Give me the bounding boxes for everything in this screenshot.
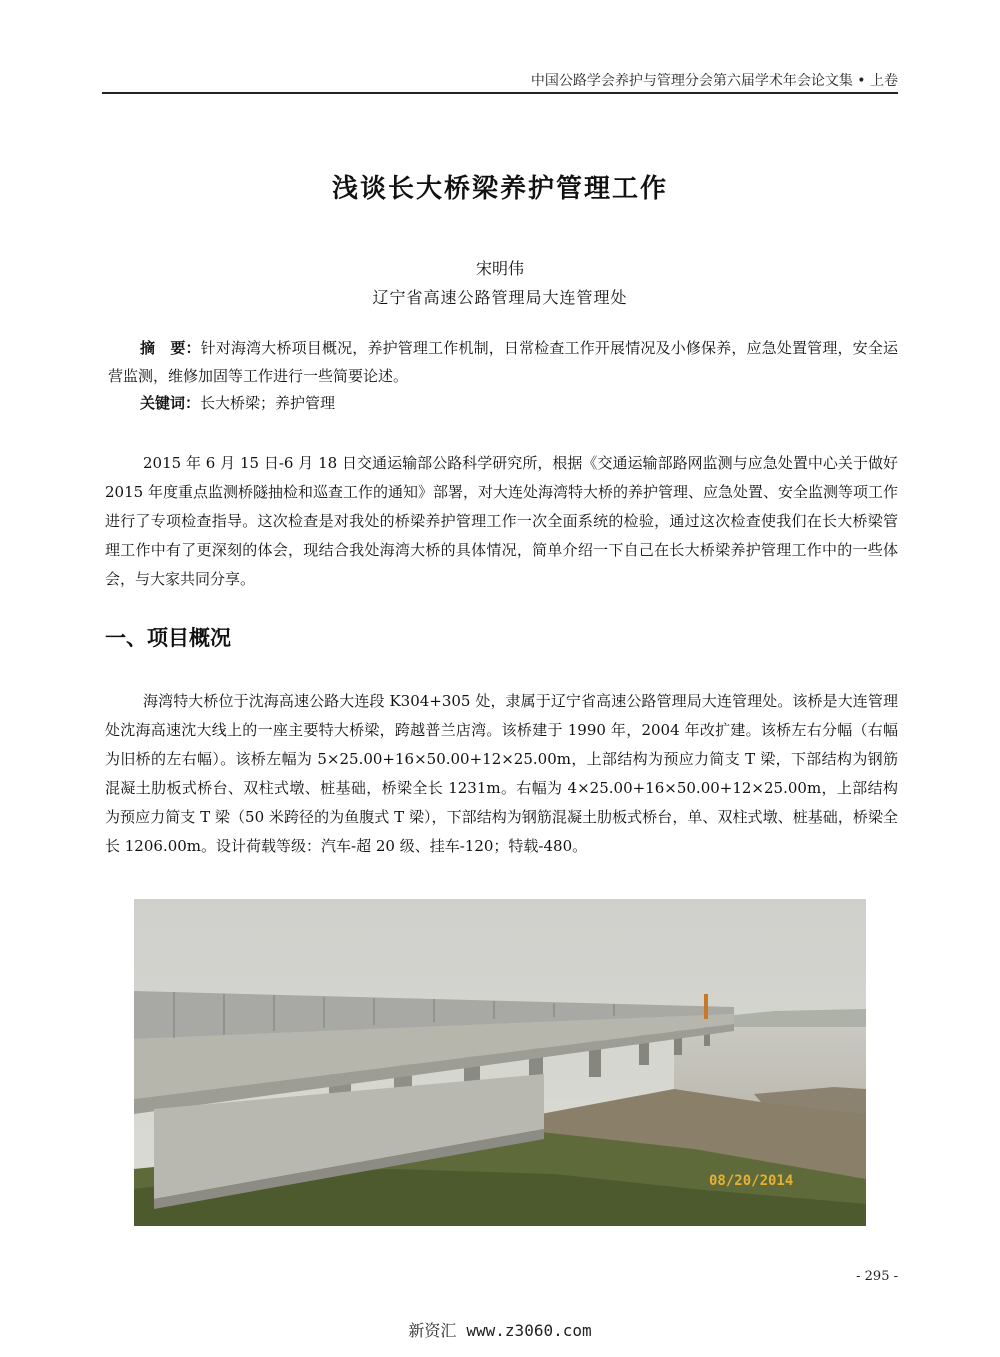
keywords-text: 长大桥梁；养护管理 — [200, 394, 336, 412]
photo-datestamp: 08/20/2014 — [709, 1173, 794, 1189]
abstract — [108, 334, 898, 390]
keywords — [140, 391, 900, 415]
abstract-label: 摘 要： — [140, 339, 201, 357]
project-overview-paragraph: 海湾特大桥位于沈海高速公路大连段 K304+305 处，隶属于辽宁省高速公路管理局大连管理处。该桥是大连管理处沈海高速沈大线上的一座主要特大桥梁，跨越普兰店湾。该桥建于 1990 年，2004 年改扩建。该桥左右分幅（右幅为旧桥的左右幅）。该桥左幅为 5×25.00+16×50.00+12×25.00m，上部结构为预应力简支 T 梁，下部结构为钢筋混凝土肋板式桥台、双柱式墩、桩基础，桥梁全长 1231m。右幅为 4×25.00+16×50.00+12×25.00m，上部结构为预应力简支 T 梁（50 米跨径的为鱼腹式 T 梁），下部结构为钢筋混凝土肋板式桥台，单、双柱式墩、桩基础，桥梁全长 1206.00m。设计荷载等级：汽车-超 20 级、挂车-120；特载-480。 — [105, 692, 898, 855]
inspection-vehicle — [704, 994, 708, 1019]
author-name: 宋明伟 — [475, 259, 524, 278]
section-heading-project-overview: 一、项目概况 — [105, 626, 231, 650]
footer-site-url[interactable]: www.z3060.com — [466, 1321, 592, 1340]
bridge-photo-illustration — [134, 899, 866, 1226]
abstract-text: 针对海湾大桥项目概况，养护管理工作机制，日常检查工作开展情况及小修保养，应急处置管理，安全运营监测，维修加固等工作进行一些简要论述。 — [108, 339, 898, 385]
running-header: 中国公路学会养护与管理分会第六届学术年会论文集 • 上卷 — [530, 73, 898, 89]
author-affiliation: 辽宁省高速公路管理局大连管理处 — [372, 288, 628, 307]
keywords-label: 关键词： — [140, 394, 201, 412]
footer-site-name: 新资汇 — [408, 1321, 457, 1340]
page-number: - 295 - — [856, 1269, 898, 1284]
footer-watermark — [0, 1318, 1000, 1341]
article-title: 浅谈长大桥梁养护管理工作 — [331, 174, 668, 204]
bridge-photo — [134, 899, 866, 1226]
intro-paragraph: 2015 年 6 月 15 日-6 月 18 日交通运输部公路科学研究所，根据《交通运输部路网监测与应急处置中心关于做好 2015 年度重点监测桥隧抽检和巡查工作的通知》部署，对大连处海湾特大桥的养护管理、应急处置、安全监测等项工作进行了专项检查指导。这次检查是对我处的桥梁养护管理工作一次全面系统的检验，通过这次检查使我们在长大桥梁管理工作中有了更深刻的体会，现结合我处海湾大桥的具体情况，简单介绍一下自己在长大桥梁养护管理工作中的一些体会，与大家共同分享。 — [105, 454, 898, 588]
header-divider — [102, 92, 898, 94]
